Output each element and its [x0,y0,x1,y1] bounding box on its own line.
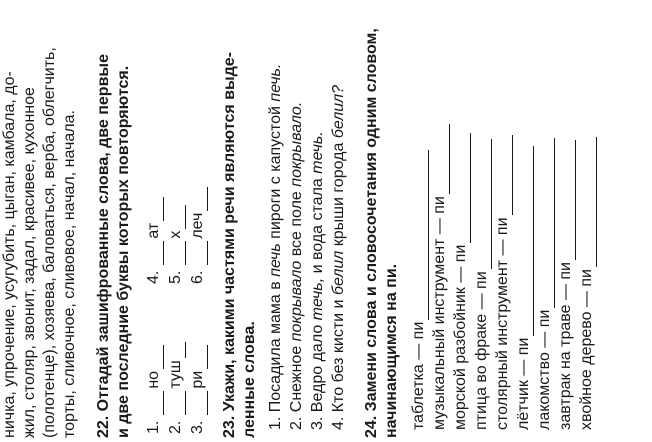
puzzle-number: 3. [189,420,206,434]
answer-line[interactable] [413,150,429,320]
phrase-item [429,2,450,430]
answer-line[interactable] [455,133,471,243]
task-23-title [220,2,260,438]
task-23 [220,2,350,438]
phrase-item [534,2,555,430]
answer-line[interactable] [476,139,492,269]
highlighted-word: течь. [309,131,326,174]
phrase-item [513,2,534,430]
puzzle-item [164,284,186,434]
sentence-text: и вода стала [309,173,326,278]
sentence-text: 4. Кто без кисти и [330,295,347,430]
sentence-item [287,2,308,430]
puzzle-number: 2. [167,420,184,434]
sentence-item [329,2,350,430]
word-list [0,2,80,438]
phrase-text: лётчик — пи [515,337,532,430]
sentence-text: 3. Ведро дало [309,320,326,430]
task-title-line: ленные слова. [241,321,258,438]
phrase-item [408,2,429,430]
puzzle-item [186,134,208,284]
phrase-item [450,2,471,430]
phrase-list [408,2,597,438]
highlighted-word: покрывало [288,260,305,342]
phrase-text: морской разбойник — пи [452,244,469,430]
task-title-line: 23. Укажи, какими частями речи являются выде- [221,51,238,438]
highlighted-word: белил [330,250,347,296]
task-title-line: начинающимся на пи. [383,263,400,438]
answer-blank[interactable] [192,391,208,415]
phrase-text: птица во фраке — пи [473,271,490,430]
answer-blank[interactable] [192,187,208,211]
highlighted-word: белил? [330,84,347,139]
answer-line[interactable] [539,138,555,308]
answer-blank[interactable] [170,391,186,415]
puzzle-number: 5. [167,270,184,284]
answer-line[interactable] [560,140,576,260]
answer-blank[interactable] [192,345,208,369]
answer-blank[interactable] [170,205,186,229]
task-title-line: и две последние буквы которых повторяются. [115,65,132,438]
answer-line[interactable] [497,135,513,215]
puzzle-fragment: но [145,370,162,389]
phrase-text: лакомство — пи [536,309,553,430]
task-24 [362,2,597,438]
puzzle-item [164,134,186,284]
puzzle-fragment: туш [167,360,184,389]
task-24-title [362,2,402,438]
task-22-title [94,2,134,438]
highlighted-word: течь, [309,277,326,321]
sentence-text: все поле [288,186,305,261]
page-column [0,2,597,438]
phrase-item [471,2,492,430]
task-22 [94,2,208,438]
answer-line[interactable] [581,137,597,267]
puzzle-item [186,284,208,434]
phrase-item [555,2,576,430]
answer-blank[interactable] [192,241,208,265]
phrase-item [576,2,597,430]
puzzle-number: 1. [145,420,162,434]
highlighted-word: печь [267,243,284,277]
puzzle-number: 4. [145,270,162,284]
sentence-text: 1. Посадила мама в [267,276,284,430]
puzzle-fragment: ри [189,370,206,389]
answer-blank[interactable] [148,345,164,369]
sentence-text: крыши города [330,138,347,251]
task-title-line: 24. Замени слова и словосочетания одним словом, [363,28,380,438]
answer-blank[interactable] [148,241,164,265]
word-list-line: ничка, упрочение, усугубить, цыган, камбала, до- [1,71,18,438]
phrase-text: хвойное дерево — пи [578,269,595,430]
highlighted-word: печь. [267,63,284,102]
word-list-line: торты, сливочное, сливовое, начал, начала. [61,110,78,438]
sentence-text: пироги с капустой [267,101,284,244]
task-title-line: 22. Отгадай зашифрованные слова, две первые [95,54,112,438]
puzzle-grid [142,2,208,438]
phrase-item [492,2,513,430]
highlighted-word: покрывало. [288,101,305,187]
puzzle-fragment: ат [145,222,162,239]
answer-line[interactable] [518,146,534,336]
sentence-item [308,2,329,430]
puzzle-fragment: леч [189,212,206,239]
word-list-line: жил, столяр, звонит, задал, красивее, кухонное [21,87,38,438]
answer-blank[interactable] [148,391,164,415]
answer-blank[interactable] [170,342,186,358]
sentence-item [266,2,287,430]
puzzle-number: 6. [189,270,206,284]
phrase-text: музыкальный инструмент — пи [431,196,448,430]
sentence-text: 2. Снежное [288,341,305,430]
phrase-text: столярный инструмент — пи [494,217,511,430]
puzzle-item [142,284,164,434]
answer-line[interactable] [434,124,450,194]
puzzle-fragment: х [167,230,184,239]
sentence-list [266,2,350,438]
puzzle-item [142,134,164,284]
phrase-text: завтрак на траве — пи [557,262,574,430]
word-list-line: (полотенце), хозяева, баловаться, верба, облегчить, [41,47,58,438]
answer-blank[interactable] [148,197,164,221]
phrase-text: таблетка — пи [410,321,427,430]
answer-blank[interactable] [170,241,186,265]
